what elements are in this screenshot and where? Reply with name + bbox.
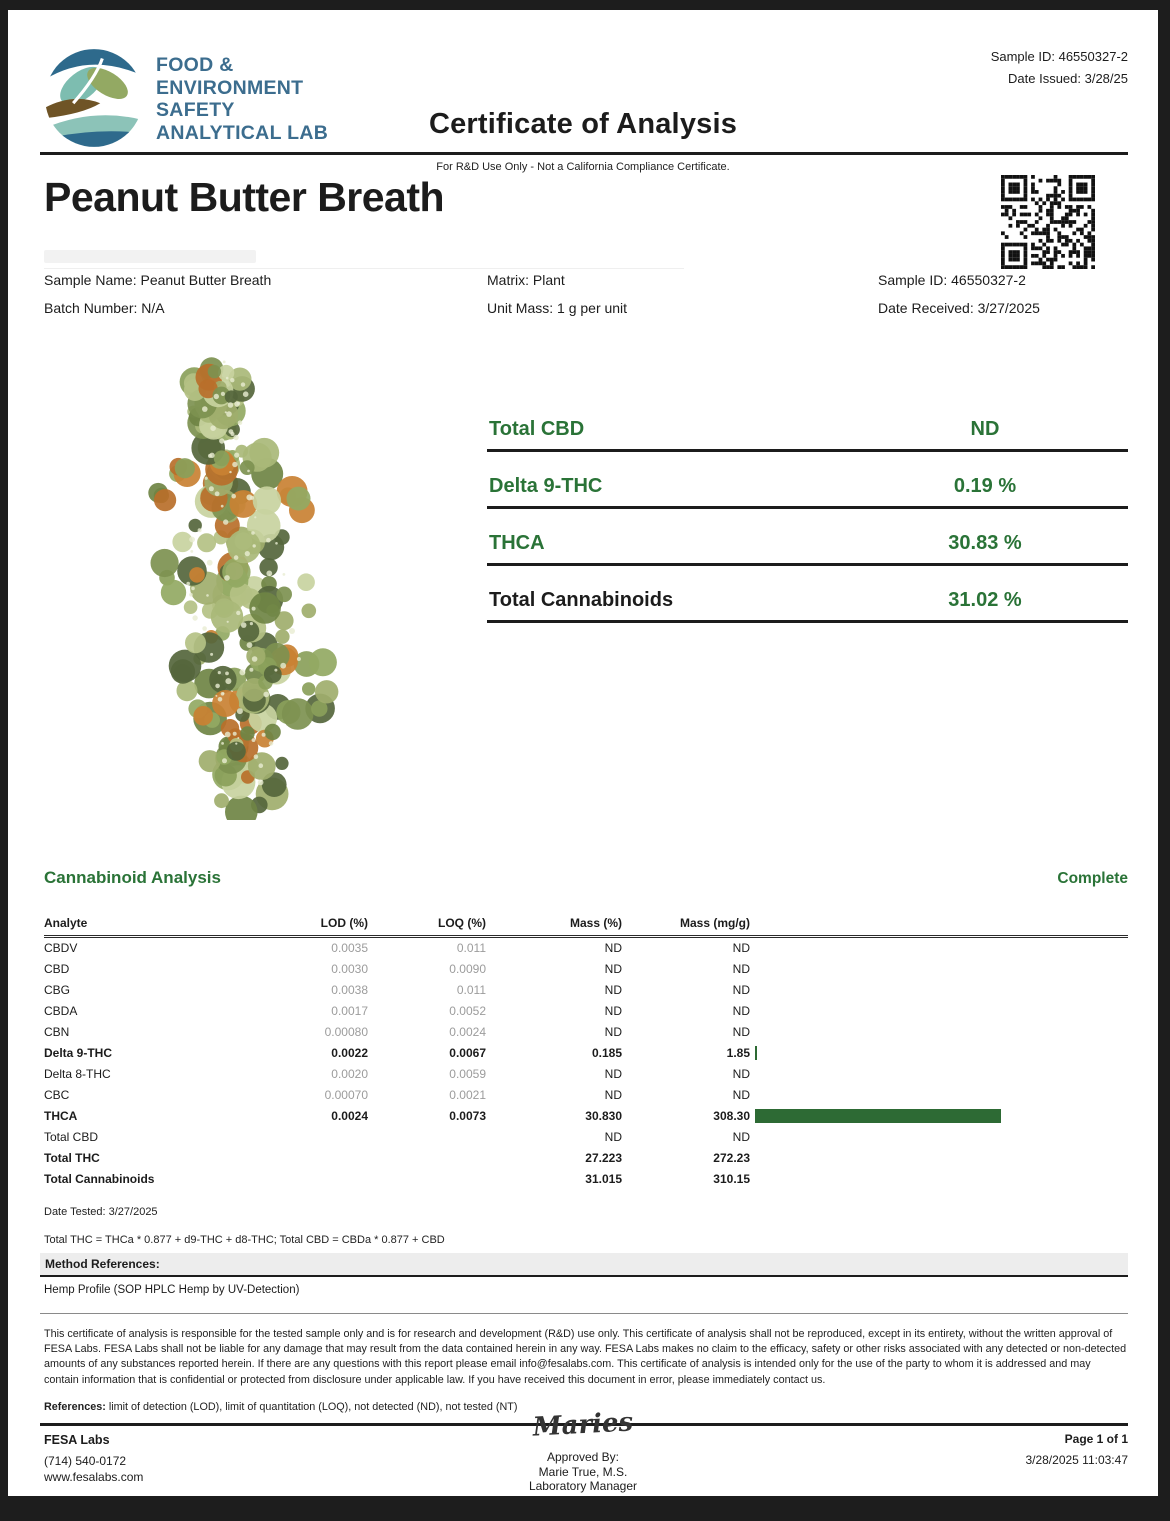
mass-pct-value: ND <box>604 1025 622 1039</box>
analysis-table <box>44 913 1128 1190</box>
column-header: Mass (mg/g) <box>679 916 750 930</box>
analysis-row <box>44 1106 1128 1127</box>
column-header: Analyte <box>44 916 88 930</box>
loq-value: 0.0090 <box>449 962 486 976</box>
summary-label: Total Cannabinoids <box>489 589 674 611</box>
unit-mass: Unit Mass: 1 g per unit <box>487 300 628 316</box>
summary-row <box>487 509 1128 566</box>
footer-phone: (714) 540-0172 <box>44 1454 127 1468</box>
compliance-note: For R&D Use Only - Not a California Compliance Certificate. <box>436 161 730 173</box>
summary-value: 30.83 % <box>948 532 1022 554</box>
date-issued: Date Issued: 3/28/25 <box>1008 71 1128 86</box>
lod-value: 0.0017 <box>331 1004 368 1018</box>
lod-value: 0.0022 <box>331 1046 368 1060</box>
mass-pct-value: 27.223 <box>585 1151 622 1165</box>
sample-name: Sample Name: Peanut Butter Breath <box>44 272 272 288</box>
analysis-row <box>44 980 1128 1001</box>
summary-value: 0.19 % <box>953 475 1017 497</box>
summary-row <box>487 452 1128 509</box>
date-tested: Date Tested: 3/27/2025 <box>44 1206 158 1218</box>
references-text: limit of detection (LOD), limit of quantitation (LOQ), not detected (ND), not tested (NT) <box>105 1401 518 1413</box>
loq-value: 0.011 <box>456 941 486 955</box>
analyte-name: Delta 8-THC <box>44 1067 111 1081</box>
analyte-name: CBD <box>44 962 70 976</box>
mass-pct-value: ND <box>604 1088 622 1102</box>
lod-value: 0.0030 <box>331 962 368 976</box>
lab-name-line: FOOD & <box>156 54 234 76</box>
analyte-name: CBG <box>44 983 71 997</box>
mass-pct-value: ND <box>604 1067 622 1081</box>
loq-value: 0.0021 <box>449 1088 486 1102</box>
date-received: Date Received: 3/27/2025 <box>878 300 1040 316</box>
loq-value: 0.011 <box>456 983 486 997</box>
mass-pct-value: ND <box>604 1130 622 1144</box>
analysis-row <box>44 1043 1128 1064</box>
mass-mg-value: 1.85 <box>726 1046 750 1060</box>
references-label: References: <box>44 1401 106 1413</box>
analyte-name: CBN <box>44 1025 70 1039</box>
mass-pct-value: ND <box>604 941 622 955</box>
faded-text-artifact <box>44 250 256 263</box>
mass-bar <box>755 1109 1001 1123</box>
mass-bar <box>755 1046 757 1060</box>
footer-lab-name: FESA Labs <box>44 1433 110 1447</box>
mass-mg-value: 310.15 <box>713 1172 750 1186</box>
lod-value: 0.00070 <box>324 1088 368 1102</box>
method-references-header <box>40 1253 1128 1277</box>
summary-label: Total CBD <box>489 418 585 440</box>
lab-name-line: ENVIRONMENT <box>156 76 304 99</box>
mass-mg-value: ND <box>732 1130 750 1144</box>
header-divider <box>40 152 1128 155</box>
mass-mg-value: 272.23 <box>713 1151 750 1165</box>
mass-mg-value: ND <box>732 962 750 976</box>
lod-value: 0.0020 <box>331 1067 368 1081</box>
loq-value: 0.0059 <box>449 1067 486 1081</box>
lab-name-line: SAFETY <box>156 99 235 121</box>
summary-label: Delta 9-THC <box>489 475 603 497</box>
lod-value: 0.0038 <box>331 983 368 997</box>
lod-value: 0.00080 <box>324 1025 368 1039</box>
analyte-name: Total Cannabinoids <box>44 1172 155 1186</box>
analysis-row <box>44 1148 1128 1169</box>
approved-by-label: Approved By: <box>546 1450 620 1464</box>
analyte-name: CBDV <box>44 941 78 955</box>
qr-code-icon <box>1001 175 1095 269</box>
disclaimer-text: This certificate of analysis is responsible for the tested sample only and is for research and development (R&D) use only. This certificate of analysis shall not be reproduced, except in its entirety, without the written approval of FESA Labs. FESA Labs shall not be liable for any damage that may result from the data contained herein in any way. FESA Labs makes no claim to the efficacy, safety or other risks associated with any detected or non-detected amounts of any substances reported herein. If there are any questions with this report please email info@fesalabs.com. This certificate of analysis is intended only for the use of the party to whom it is addressed and may contain information that is confidential or protected from disclosure under applicable law. If you have received this document in error, please immediately contact us. <box>44 1328 1127 1386</box>
analysis-row <box>44 1169 1128 1190</box>
section-divider <box>40 1313 1128 1314</box>
summary-value: ND <box>970 418 1000 440</box>
approver-name: Marie True, M.S. <box>538 1465 628 1479</box>
analysis-row <box>44 1085 1128 1106</box>
mass-mg-value: ND <box>732 983 750 997</box>
mass-mg-value: ND <box>732 1088 750 1102</box>
mass-pct-value: 30.830 <box>585 1109 622 1123</box>
analyte-name: CBDA <box>44 1004 78 1018</box>
mass-pct-value: ND <box>604 983 622 997</box>
product-photo <box>50 330 430 820</box>
analyte-name: CBC <box>44 1088 70 1102</box>
analyte-name: Delta 9-THC <box>44 1046 113 1060</box>
analyte-name: Total CBD <box>44 1130 99 1144</box>
mass-mg-value: ND <box>732 941 750 955</box>
batch-number: Batch Number: N/A <box>44 300 165 316</box>
method-reference-value: Hemp Profile (SOP HPLC Hemp by UV-Detection) <box>44 1284 300 1296</box>
analysis-row <box>44 1022 1128 1043</box>
certificate-page <box>8 10 1158 1496</box>
lod-value: 0.0024 <box>331 1109 368 1123</box>
summary-label: THCA <box>489 532 545 554</box>
summary-row <box>487 566 1128 623</box>
analysis-row <box>44 1064 1128 1085</box>
method-references-label: Method References: <box>45 1257 160 1271</box>
mass-mg-value: ND <box>732 1067 750 1081</box>
print-timestamp: 3/28/2025 11:03:47 <box>1025 1453 1128 1467</box>
mass-pct-value: ND <box>604 1004 622 1018</box>
summary-value: 31.02 % <box>948 589 1022 611</box>
analysis-row <box>44 1001 1128 1022</box>
mass-mg-value: ND <box>732 1025 750 1039</box>
column-header: LOQ (%) <box>438 916 486 930</box>
analysis-section-title: Cannabinoid Analysis <box>44 868 221 887</box>
analysis-table-body <box>44 938 1128 1190</box>
analysis-row <box>44 1127 1128 1148</box>
cannabinoid-summary <box>487 395 1128 623</box>
summary-row <box>487 395 1128 452</box>
approver-title: Laboratory Manager <box>528 1479 638 1493</box>
mass-pct-value: 31.015 <box>585 1172 622 1186</box>
loq-value: 0.0052 <box>449 1004 486 1018</box>
analyte-name: Total THC <box>44 1151 100 1165</box>
mass-pct-value: 0.185 <box>591 1046 622 1060</box>
mass-mg-value: ND <box>732 1004 750 1018</box>
total-formula: Total THC = THCa * 0.877 + d9-THC + d8-THC; Total CBD = CBDa * 0.877 + CBD <box>44 1234 445 1246</box>
header-meta <box>991 46 1128 90</box>
sample-id: Sample ID: 46550327-2 <box>878 272 1026 288</box>
loq-value: 0.0073 <box>449 1109 486 1123</box>
analysis-row <box>44 959 1128 980</box>
analyte-name: THCA <box>44 1109 78 1123</box>
loq-value: 0.0067 <box>449 1046 486 1060</box>
sample-id-issued: Sample ID: 46550327-2 <box>990 49 1128 64</box>
column-header: LOD (%) <box>320 916 368 930</box>
mass-mg-value: 308.30 <box>713 1109 750 1123</box>
analysis-status-badge: Complete <box>1057 870 1128 887</box>
faded-divider-artifact <box>44 268 684 269</box>
references-note <box>44 1401 517 1413</box>
product-name: Peanut Butter Breath <box>44 174 445 220</box>
mass-pct-value: ND <box>604 962 622 976</box>
lab-name-line: ANALYTICAL LAB <box>156 121 329 144</box>
analysis-row <box>44 938 1128 959</box>
approver-signature: Maries <box>532 1407 634 1443</box>
lod-value: 0.0035 <box>331 941 368 955</box>
loq-value: 0.0024 <box>449 1025 486 1039</box>
footer-website: www.fesalabs.com <box>44 1470 144 1484</box>
analysis-table-header <box>44 913 1128 938</box>
matrix: Matrix: Plant <box>487 272 565 288</box>
page-number: Page 1 of 1 <box>1064 1432 1128 1446</box>
page-title: Certificate of Analysis <box>428 108 738 140</box>
column-header: Mass (%) <box>569 916 622 930</box>
